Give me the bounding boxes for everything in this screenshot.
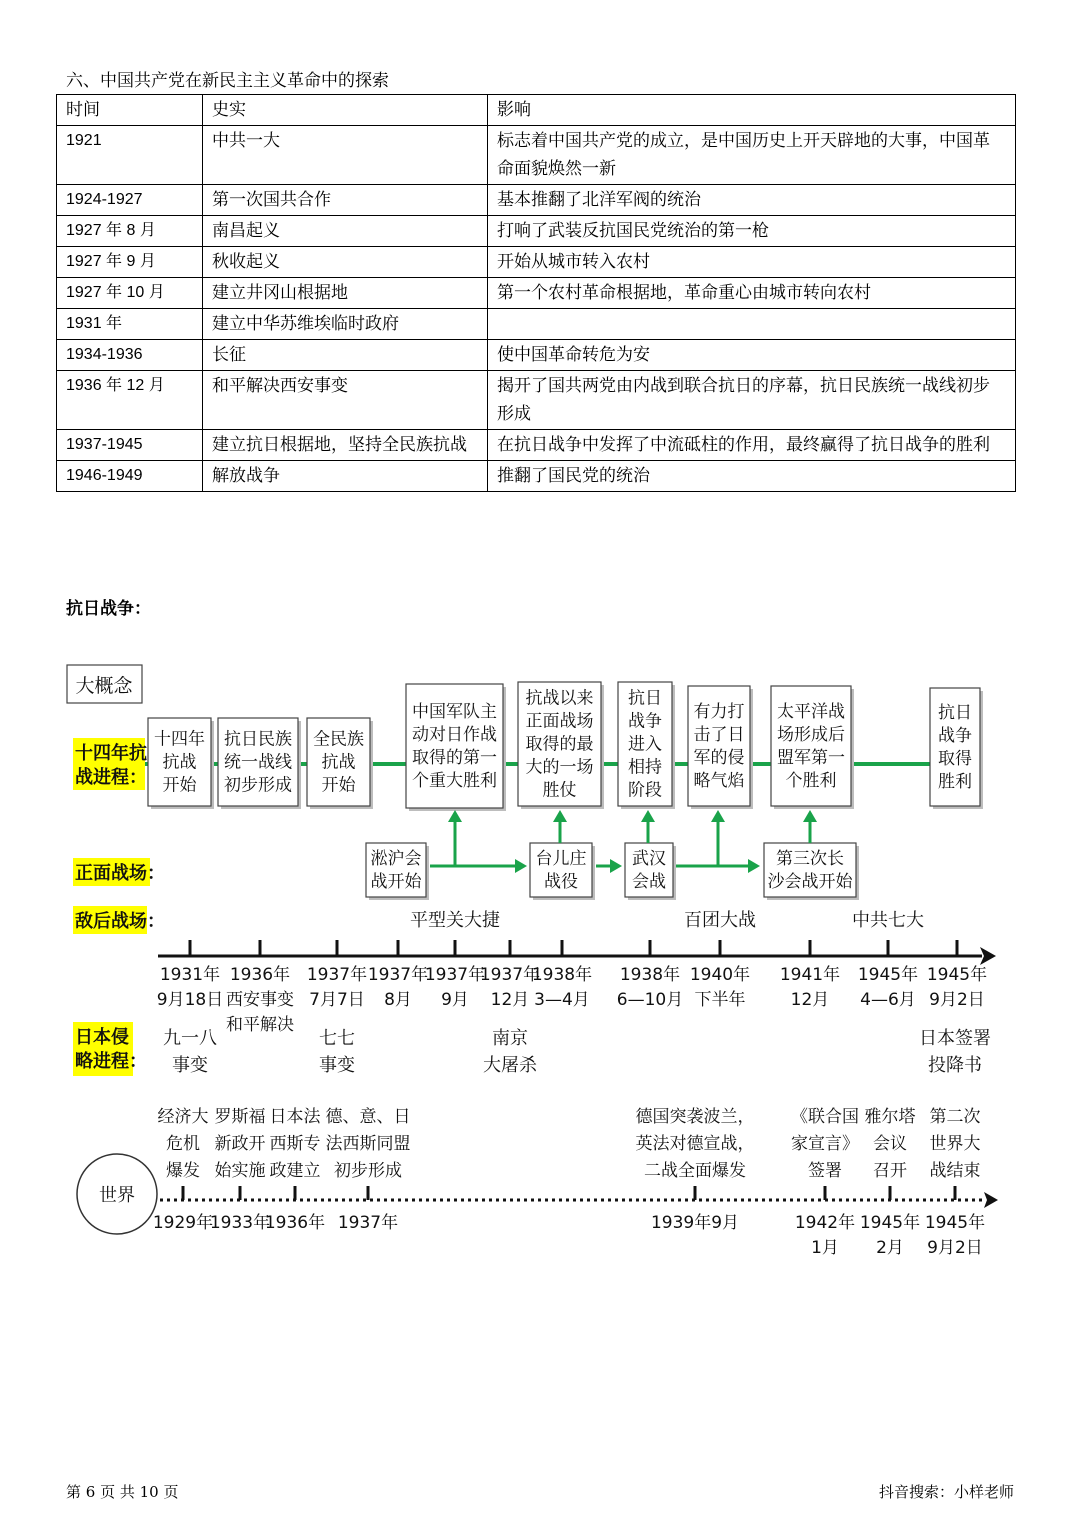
cell-impact: 第一个农村革命根据地，革命重心由城市转向农村 xyxy=(488,278,1016,309)
timeline-date: 1931年 xyxy=(159,965,221,985)
world-event: 爆发 xyxy=(166,1161,200,1181)
concept-box-text: 击了日 xyxy=(693,725,745,745)
concept-box-text: 略气焰 xyxy=(693,771,745,791)
timeline-date: 1945年 xyxy=(857,965,919,985)
cell-time: 1921 xyxy=(57,126,203,185)
cell-event: 建立抗日根据地，坚持全民族抗战 xyxy=(203,430,488,461)
cell-impact: 使中国革命转危为安 xyxy=(488,340,1016,371)
timeline-date: 7月7日 xyxy=(309,990,365,1010)
cell-time: 1931 年 xyxy=(57,309,203,340)
concept-box-text: 抗战以来 xyxy=(525,688,594,709)
world-label: 世界 xyxy=(99,1185,135,1206)
up-arrow-head xyxy=(803,810,817,822)
concept-box-text: 胜利 xyxy=(938,772,972,792)
world-event: 德国突袭波兰， xyxy=(635,1107,755,1127)
frontal-box-text: 沙会战开始 xyxy=(767,872,853,892)
cell-time: 1927 年 8 月 xyxy=(57,216,203,247)
japan-event: 投降书 xyxy=(928,1055,982,1076)
concept-box-text: 开始 xyxy=(321,775,356,796)
japan-event: 日本签署 xyxy=(919,1028,991,1049)
world-event: 德、意、日 xyxy=(325,1107,411,1127)
up-arrow-head xyxy=(553,810,567,822)
cell-impact: 打响了武装反抗国民党统治的第一枪 xyxy=(488,216,1016,247)
timeline-date: 9月2日 xyxy=(929,990,985,1010)
concept-box-text: 有力打 xyxy=(693,702,745,722)
timeline-date: 8月 xyxy=(384,990,412,1010)
world-event: 第二次 xyxy=(929,1107,981,1127)
header-event: 史实 xyxy=(203,95,488,126)
cell-event: 建立中华苏维埃临时政府 xyxy=(203,309,488,340)
world-event: 日本法 xyxy=(269,1107,321,1127)
page-number: 第 6 页 共 10 页 xyxy=(66,1483,179,1501)
world-event: 会议 xyxy=(873,1134,907,1154)
cell-time: 1924-1927 xyxy=(57,185,203,216)
world-date: 1945年 xyxy=(859,1213,921,1233)
concept-box-text: 相持 xyxy=(628,757,662,778)
cell-impact: 标志着中国共产党的成立，是中国历史上开天辟地的大事，中国革命面貌焕然一新 xyxy=(488,126,1016,185)
big-concept-label: 大概念 xyxy=(75,675,133,697)
world-event: 战结束 xyxy=(929,1161,981,1181)
world-event: 罗斯福 xyxy=(214,1107,266,1127)
concept-box-text: 抗日 xyxy=(938,703,972,723)
timeline-date: 1936年 xyxy=(229,965,291,985)
timeline-date: 1937年 xyxy=(367,965,429,985)
timeline-date: 1937年 xyxy=(306,965,368,985)
cell-impact: 基本推翻了北洋军阀的统治 xyxy=(488,185,1016,216)
timeline-date: 4—6月 xyxy=(860,990,916,1010)
cell-impact: 开始从城市转入农村 xyxy=(488,247,1016,278)
japan-event: 南京 xyxy=(492,1028,528,1049)
frontal-arrow-head xyxy=(748,859,760,873)
frontal-box-text: 战役 xyxy=(544,872,578,892)
world-event: 经济大 xyxy=(157,1107,209,1127)
timeline-date: 12月 xyxy=(490,990,530,1010)
concept-box-text: 战争 xyxy=(628,711,662,732)
japan-event: 事变 xyxy=(172,1055,208,1076)
concept-box-text: 统一战线 xyxy=(224,752,292,773)
timeline-date: 和平解决 xyxy=(226,1015,294,1035)
timeline-date: 12月 xyxy=(790,990,830,1010)
concept-box-text: 抗战 xyxy=(162,752,197,773)
up-arrow-head xyxy=(711,810,725,822)
concept-box-text: 抗战 xyxy=(321,752,356,773)
japan-event: 事变 xyxy=(319,1055,355,1076)
world-date: 9月2日 xyxy=(927,1238,983,1258)
japan-event: 大屠杀 xyxy=(483,1055,537,1076)
concept-box-text: 取得的最 xyxy=(525,734,594,755)
cell-time: 1946-1949 xyxy=(57,461,203,492)
cell-impact: 推翻了国民党的统治 xyxy=(488,461,1016,492)
cell-event: 建立井冈山根据地 xyxy=(203,278,488,309)
cell-event: 解放战争 xyxy=(203,461,488,492)
cell-time: 1936 年 12 月 xyxy=(57,371,203,430)
timeline-date: 1941年 xyxy=(779,965,841,985)
cell-event: 和平解决西安事变 xyxy=(203,371,488,430)
rear-event: 百团大战 xyxy=(684,910,756,931)
world-event: 签署 xyxy=(808,1161,842,1181)
world-date: 1937年 xyxy=(337,1213,399,1233)
japan-event: 七七 xyxy=(319,1028,355,1049)
cell-event: 长征 xyxy=(203,340,488,371)
concept-box-text: 大的一场 xyxy=(525,757,594,778)
timeline-date: 西安事变 xyxy=(226,990,294,1010)
frontal-box-text: 台儿庄 xyxy=(535,849,587,869)
fourteen-years-label: 战进程： xyxy=(75,767,147,788)
frontal-box-text: 武汉 xyxy=(632,849,666,869)
timeline-date: 3—4月 xyxy=(534,990,590,1010)
cell-time: 1927 年 9 月 xyxy=(57,247,203,278)
world-event: 《联合国 xyxy=(791,1107,859,1127)
concept-box-text: 进入 xyxy=(628,734,662,755)
frontal-box-text: 第三次长 xyxy=(776,849,844,869)
world-event: 政建立 xyxy=(269,1161,321,1181)
frontal-box-text: 会战 xyxy=(632,872,666,892)
world-event: 二战全面爆发 xyxy=(644,1161,746,1181)
japan-label: 日本侵 xyxy=(75,1027,129,1048)
timeline-date: 6—10月 xyxy=(616,990,684,1010)
war-section-title: 抗日战争： xyxy=(66,599,151,619)
world-event: 英法对德宣战， xyxy=(635,1134,755,1154)
concept-box-text: 个重大胜利 xyxy=(412,771,497,791)
cell-event: 中共一大 xyxy=(203,126,488,185)
world-date: 1936年 xyxy=(264,1213,326,1233)
timeline-date: 9月 xyxy=(441,990,469,1010)
frontal-arrow-head xyxy=(610,859,622,873)
concept-box-text: 动对日作战 xyxy=(412,725,497,745)
frontal-box-text: 淞沪会 xyxy=(370,849,422,869)
header-impact: 影响 xyxy=(488,95,1016,126)
footer-source: 抖音搜索：小样老师 xyxy=(878,1483,1014,1501)
timeline-date: 1945年 xyxy=(926,965,988,985)
timeline-date: 1938年 xyxy=(531,965,593,985)
timeline-date: 9月18日 xyxy=(156,990,224,1010)
concept-box-text: 取得 xyxy=(938,749,972,769)
concept-box-text: 正面战场 xyxy=(525,711,594,732)
main-timeline-arrowhead xyxy=(980,947,996,965)
timeline-date: 1940年 xyxy=(689,965,751,985)
rear-event: 平型关大捷 xyxy=(410,910,500,931)
world-event: 始实施 xyxy=(214,1161,266,1181)
cell-time: 1937-1945 xyxy=(57,430,203,461)
concept-box-text: 抗日民族 xyxy=(224,729,292,750)
concept-box-text: 取得的第一 xyxy=(412,748,497,768)
concept-box-text: 个胜利 xyxy=(785,771,837,791)
timeline-date: 1937年 xyxy=(479,965,541,985)
fourteen-years-label: 十四年抗 xyxy=(75,743,147,764)
concept-box-text: 太平洋战 xyxy=(777,702,845,722)
world-event: 新政开 xyxy=(214,1134,266,1154)
rear-event: 中共七大 xyxy=(852,910,924,931)
concept-box-text: 开始 xyxy=(162,775,197,796)
timeline-date: 1938年 xyxy=(619,965,681,985)
up-arrow-head xyxy=(448,810,462,822)
cell-event: 第一次国共合作 xyxy=(203,185,488,216)
world-event: 西斯专 xyxy=(269,1134,321,1154)
concept-box-text: 阶段 xyxy=(628,780,662,801)
header-time: 时间 xyxy=(57,95,203,126)
concept-box-text: 初步形成 xyxy=(224,775,292,796)
world-date: 1942年 xyxy=(794,1213,856,1233)
concept-box-text: 全民族 xyxy=(313,729,364,750)
world-timeline-arrowhead xyxy=(984,1192,998,1208)
concept-box-text: 胜仗 xyxy=(542,780,577,801)
world-event: 世界大 xyxy=(929,1134,981,1154)
cell-impact: 在抗日战争中发挥了中流砥柱的作用，最终赢得了抗日战争的胜利 xyxy=(488,430,1016,461)
frontal-label: 正面战场： xyxy=(75,863,165,884)
section-title: 六、中国共产党在新民主主义革命中的探索 xyxy=(66,71,389,91)
world-date: 1月 xyxy=(811,1238,839,1258)
cell-event: 秋收起义 xyxy=(203,247,488,278)
world-event: 家宣言》 xyxy=(791,1134,859,1154)
world-date: 1933年 xyxy=(209,1213,271,1233)
world-event: 召开 xyxy=(873,1161,907,1181)
concept-box-text: 十四年 xyxy=(154,729,205,750)
world-date: 1929年 xyxy=(152,1213,214,1233)
world-date: 1939年9月 xyxy=(650,1213,740,1233)
timeline-date: 下半年 xyxy=(694,990,746,1010)
world-date: 2月 xyxy=(876,1238,904,1258)
cell-event: 南昌起义 xyxy=(203,216,488,247)
concept-box-text: 盟军第一 xyxy=(777,748,845,768)
world-event: 初步形成 xyxy=(334,1161,402,1181)
cell-impact: 揭开了国共两党由内战到联合抗日的序幕，抗日民族统一战线初步形成 xyxy=(488,371,1016,430)
concept-box-text: 抗日 xyxy=(628,688,662,709)
japan-label: 略进程： xyxy=(75,1051,147,1072)
timeline-date: 1937年 xyxy=(424,965,486,985)
world-event: 危机 xyxy=(166,1134,200,1154)
concept-box-text: 中国军队主 xyxy=(412,702,497,722)
frontal-box-text: 战开始 xyxy=(370,872,422,892)
concept-box-text: 场形成后 xyxy=(777,725,845,745)
rear-label: 敌后战场： xyxy=(75,911,165,932)
concept-box-text: 军的侵 xyxy=(693,748,745,768)
world-event: 法西斯同盟 xyxy=(325,1134,411,1154)
japan-event: 九一八 xyxy=(163,1028,217,1049)
up-arrow-head xyxy=(641,810,655,822)
concept-box-text: 战争 xyxy=(938,726,972,746)
world-event: 雅尔塔 xyxy=(864,1107,916,1127)
world-date: 1945年 xyxy=(924,1213,986,1233)
cell-time: 1927 年 10 月 xyxy=(57,278,203,309)
cell-time: 1934-1936 xyxy=(57,340,203,371)
frontal-arrow-head xyxy=(515,859,527,873)
